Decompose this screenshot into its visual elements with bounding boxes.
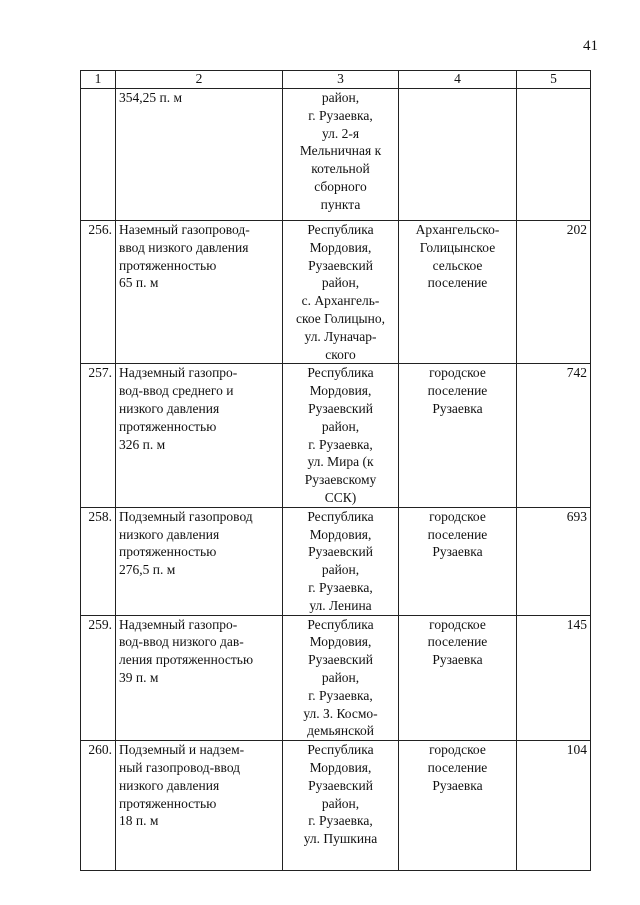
column-header-1: 1 <box>81 71 116 89</box>
object-name <box>116 364 283 507</box>
object-owner-line: городское <box>429 508 486 524</box>
row-number: 258. <box>81 507 116 615</box>
object-owner-line: поселение <box>427 634 488 650</box>
object-owner-line: Голицынское <box>419 239 496 255</box>
object-owner-line: городское <box>429 616 486 632</box>
object-name-line: Подземный газопровод <box>119 508 253 524</box>
object-location <box>283 221 399 364</box>
object-owner-line: Рузаевка <box>432 652 483 668</box>
object-location-line: ул. З. Космо- <box>303 705 378 721</box>
object-value: 742 <box>517 364 591 507</box>
object-location-line: ул. Ленина <box>309 597 372 613</box>
object-location-line: Республика <box>307 742 374 758</box>
object-location-line: Мордовия, <box>309 239 372 255</box>
object-location-line: район, <box>321 418 360 434</box>
object-name-line: Надземный газопро- <box>119 616 238 632</box>
object-location-line: Мордовия, <box>309 759 372 775</box>
table-header-row <box>81 71 591 89</box>
object-value: 693 <box>517 507 591 615</box>
object-location-line: Республика <box>307 616 374 632</box>
object-location-line: ул. Луначар- <box>304 328 377 344</box>
object-location-line: Республика <box>307 222 374 237</box>
object-owner-line: городское <box>429 365 486 381</box>
table-row <box>81 741 591 871</box>
object-owner-line: Архангельско- <box>415 222 500 237</box>
object-name-line: 18 п. м <box>119 813 159 829</box>
object-location-line: г. Рузаевка, <box>308 107 373 123</box>
object-location-line: ского <box>325 346 356 362</box>
object-location-line: район, <box>321 562 360 578</box>
object-name-line: 65 п. м <box>119 275 159 291</box>
object-location <box>283 364 399 507</box>
object-location-line: Мордовия, <box>309 526 372 542</box>
object-location-line: район, <box>321 275 360 291</box>
object-location-line: г. Рузаевка, <box>308 813 373 829</box>
object-location-line: ул. Пушкина <box>303 831 378 847</box>
object-location-line: район, <box>321 795 360 811</box>
object-location-line: Республика <box>307 508 374 524</box>
row-number: 256. <box>81 221 116 364</box>
object-location-line: демьянской <box>307 723 374 739</box>
object-owner <box>399 89 517 221</box>
table-body <box>81 89 591 871</box>
object-location <box>283 741 399 871</box>
column-header-5: 5 <box>517 71 591 89</box>
object-value: 202 <box>517 221 591 364</box>
registry-table <box>80 70 591 871</box>
object-owner-line: Рузаевка <box>432 544 483 560</box>
object-location-line: Республика <box>307 365 374 381</box>
object-location-line: Мельничная к <box>299 143 382 159</box>
table-row <box>81 89 591 221</box>
object-location-line: Мордовия, <box>309 634 372 650</box>
object-name <box>116 615 283 741</box>
object-name-line: Наземный газопровод- <box>119 222 250 237</box>
object-location-line: г. Рузаевка, <box>308 579 373 595</box>
object-name-line: протяженностью <box>119 795 217 811</box>
page-number: 41 <box>583 38 598 54</box>
object-name-line: 276,5 п. м <box>119 562 176 578</box>
table-row <box>81 507 591 615</box>
object-name-line: ления протяженностью <box>119 652 254 668</box>
object-location <box>283 507 399 615</box>
object-name <box>116 507 283 615</box>
object-name-line: ввод низкого давления <box>119 239 249 255</box>
object-name-line: 326 п. м <box>119 436 166 452</box>
object-location-line: район, <box>321 90 360 105</box>
object-location-line: г. Рузаевка, <box>308 687 373 703</box>
object-name <box>116 89 283 221</box>
object-location-line: Рузаевский <box>308 544 373 560</box>
object-owner <box>399 507 517 615</box>
object-value <box>517 89 591 221</box>
object-owner <box>399 364 517 507</box>
table-row <box>81 364 591 507</box>
object-name <box>116 741 283 871</box>
object-name-line: низкого давления <box>119 777 220 793</box>
object-location-line: ССК) <box>324 489 357 505</box>
column-header-4: 4 <box>399 71 517 89</box>
object-name-line: протяженностью <box>119 418 217 434</box>
object-location-line: Рузаевский <box>308 652 373 668</box>
column-header-3: 3 <box>283 71 399 89</box>
object-owner <box>399 741 517 871</box>
object-location-line: пункта <box>320 196 361 212</box>
object-name-line: Подземный и надзем- <box>119 742 245 758</box>
object-name-line: Надземный газопро- <box>119 365 238 381</box>
object-location-line: с. Архангель- <box>301 293 380 309</box>
object-location-line: котельной <box>311 161 370 177</box>
object-name-line: 39 п. м <box>119 669 159 685</box>
row-number <box>81 89 116 221</box>
object-owner-line: сельское <box>432 257 483 273</box>
row-number: 257. <box>81 364 116 507</box>
object-location-line: сборного <box>314 178 367 194</box>
object-location <box>283 615 399 741</box>
object-value: 145 <box>517 615 591 741</box>
table-row <box>81 615 591 741</box>
object-name-line: ный газопровод-ввод <box>119 759 241 775</box>
object-owner-line: поселение <box>427 383 488 399</box>
object-location <box>283 89 399 221</box>
object-name-line: низкого давления <box>119 400 220 416</box>
object-location-line: ское Голицыно, <box>296 310 385 326</box>
object-owner <box>399 221 517 364</box>
object-location-line: Рузаевский <box>308 777 373 793</box>
object-value: 104 <box>517 741 591 871</box>
object-location-line: Рузаевскому <box>304 472 377 488</box>
object-location-line: Рузаевский <box>308 257 373 273</box>
object-name-line: 354,25 п. м <box>119 90 183 105</box>
object-name-line: протяженностью <box>119 257 217 273</box>
object-name <box>116 221 283 364</box>
object-owner <box>399 615 517 741</box>
object-name-line: вод-ввод низкого дав- <box>119 634 244 650</box>
column-header-2: 2 <box>116 71 283 89</box>
row-number: 259. <box>81 615 116 741</box>
object-owner-line: поселение <box>427 526 488 542</box>
object-owner-line: Рузаевка <box>432 777 483 793</box>
table-row <box>81 221 591 364</box>
object-location-line: Рузаевский <box>308 400 373 416</box>
object-owner-line: поселение <box>427 275 488 291</box>
object-owner-line: городское <box>429 742 486 758</box>
object-location-line: район, <box>321 669 360 685</box>
object-name-line: вод-ввод среднего и <box>119 383 234 399</box>
object-owner-line: Рузаевка <box>432 400 483 416</box>
object-location-line: ул. 2-я <box>321 125 360 141</box>
object-location-line: Мордовия, <box>309 383 372 399</box>
object-owner-line: поселение <box>427 759 488 775</box>
object-name-line: низкого давления <box>119 526 220 542</box>
row-number: 260. <box>81 741 116 871</box>
object-location-line: г. Рузаевка, <box>308 436 373 452</box>
object-location-line: ул. Мира (к <box>307 454 374 470</box>
object-name-line: протяженностью <box>119 544 217 560</box>
